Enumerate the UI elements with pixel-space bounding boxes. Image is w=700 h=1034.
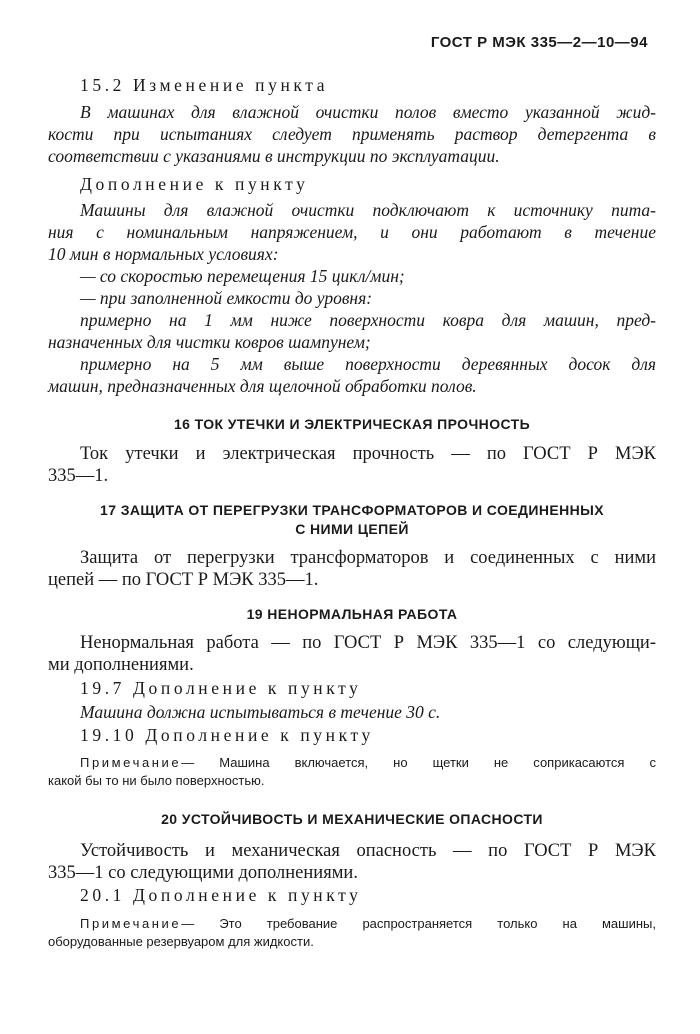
section-16-heading: 16 ТОК УТЕЧКИ И ЭЛЕКТРИЧЕСКАЯ ПРОЧНОСТЬ bbox=[173, 416, 531, 432]
heading-line: 17 ЗАЩИТА ОТ ПЕРЕГРУЗКИ ТРАНСФОРМАТОРОВ И СОЕДИНЕННЫХ bbox=[100, 502, 604, 518]
clause-19-10-title: 19.10 Дополнение к пункту bbox=[80, 725, 374, 745]
page-header-doc-ref: ГОСТ Р МЭК 335—2—10—94 bbox=[430, 34, 648, 51]
body-line: Ненормальная работа — по ГОСТ Р МЭК 335—1 со следующи- bbox=[80, 633, 656, 653]
body-line: 335—1 со следующими дополнениями. bbox=[48, 863, 358, 883]
clause-19-7-title: 19.7 Дополнение к пункту bbox=[80, 678, 362, 698]
section-19-body bbox=[48, 632, 656, 676]
note-19 bbox=[48, 754, 656, 790]
clause-15-2-body bbox=[48, 101, 656, 167]
section-17-body bbox=[48, 547, 656, 591]
body-line: цепей — по ГОСТ Р МЭК 335—1. bbox=[48, 570, 319, 590]
body-line: Ток утечки и электрическая прочность — по ГОСТ Р МЭК bbox=[80, 444, 656, 464]
body-line: кости при испытаниях следует применять раствор детергента в bbox=[48, 124, 656, 144]
body-line: назначенных для чистки ковров шампунем; bbox=[48, 332, 371, 352]
note-text: — Машина включается, но щетки не соприкасаются с bbox=[181, 755, 656, 770]
clause-15-2-addition-title: Дополнение к пункту bbox=[80, 174, 309, 194]
note-text: — Это требование распространяется только на машины, bbox=[181, 916, 656, 931]
note-20 bbox=[48, 915, 656, 951]
section-16-body bbox=[48, 443, 656, 487]
clause-15-2-title: 15.2 Изменение пункта bbox=[80, 75, 329, 95]
body-line: В машинах для влажной очистки полов вместо указанной жид- bbox=[80, 102, 656, 122]
body-line: Машины для влажной очистки подключают к источнику пита- bbox=[80, 200, 656, 220]
clause-15-2-addition-body bbox=[48, 199, 656, 397]
body-line: Защита от перегрузки трансформаторов и соединенных с ними bbox=[80, 548, 656, 568]
section-20-body bbox=[48, 840, 656, 884]
body-line: Устойчивость и механическая опасность — по ГОСТ Р МЭК bbox=[80, 841, 656, 861]
note-label: Примечание bbox=[80, 916, 182, 931]
note-label: Примечание bbox=[80, 755, 182, 770]
body-line: — при заполненной емкости до уровня: bbox=[80, 288, 373, 308]
heading-line: С НИМИ ЦЕПЕЙ bbox=[295, 521, 409, 537]
section-17-heading bbox=[48, 501, 656, 539]
body-line: соответствии с указаниями в инструкции по эксплуатации. bbox=[48, 146, 500, 166]
clause-19-7-text: Машина должна испытываться в течение 30 с. bbox=[80, 702, 441, 722]
body-line: 335—1. bbox=[48, 466, 109, 486]
body-line: — со скоростью перемещения 15 цикл/мин; bbox=[80, 266, 405, 286]
page-content bbox=[48, 72, 656, 951]
body-line: ми дополнениями. bbox=[48, 655, 194, 675]
section-20-heading: 20 УСТОЙЧИВОСТЬ И МЕХАНИЧЕСКИЕ ОПАСНОСТИ bbox=[161, 811, 543, 827]
body-line: ния с номинальным напряжением, и они работают в течение bbox=[48, 222, 656, 242]
note-line bbox=[48, 915, 656, 933]
body-line: машин, предназначенных для щелочной обработки полов. bbox=[48, 376, 477, 396]
note-line: оборудованные резервуаром для жидкости. bbox=[48, 934, 314, 949]
body-line: 10 мин в нормальных условиях: bbox=[48, 244, 279, 264]
note-line: какой бы то ни было поверхностью. bbox=[48, 773, 265, 788]
clause-20-1-title: 20.1 Дополнение к пункту bbox=[80, 885, 362, 905]
body-line: примерно на 5 мм выше поверхности деревянных досок для bbox=[80, 354, 656, 374]
section-19-heading: 19 НЕНОРМАЛЬНАЯ РАБОТА bbox=[246, 606, 458, 622]
note-line bbox=[48, 754, 656, 772]
body-line: примерно на 1 мм ниже поверхности ковра для машин, пред- bbox=[80, 310, 656, 330]
